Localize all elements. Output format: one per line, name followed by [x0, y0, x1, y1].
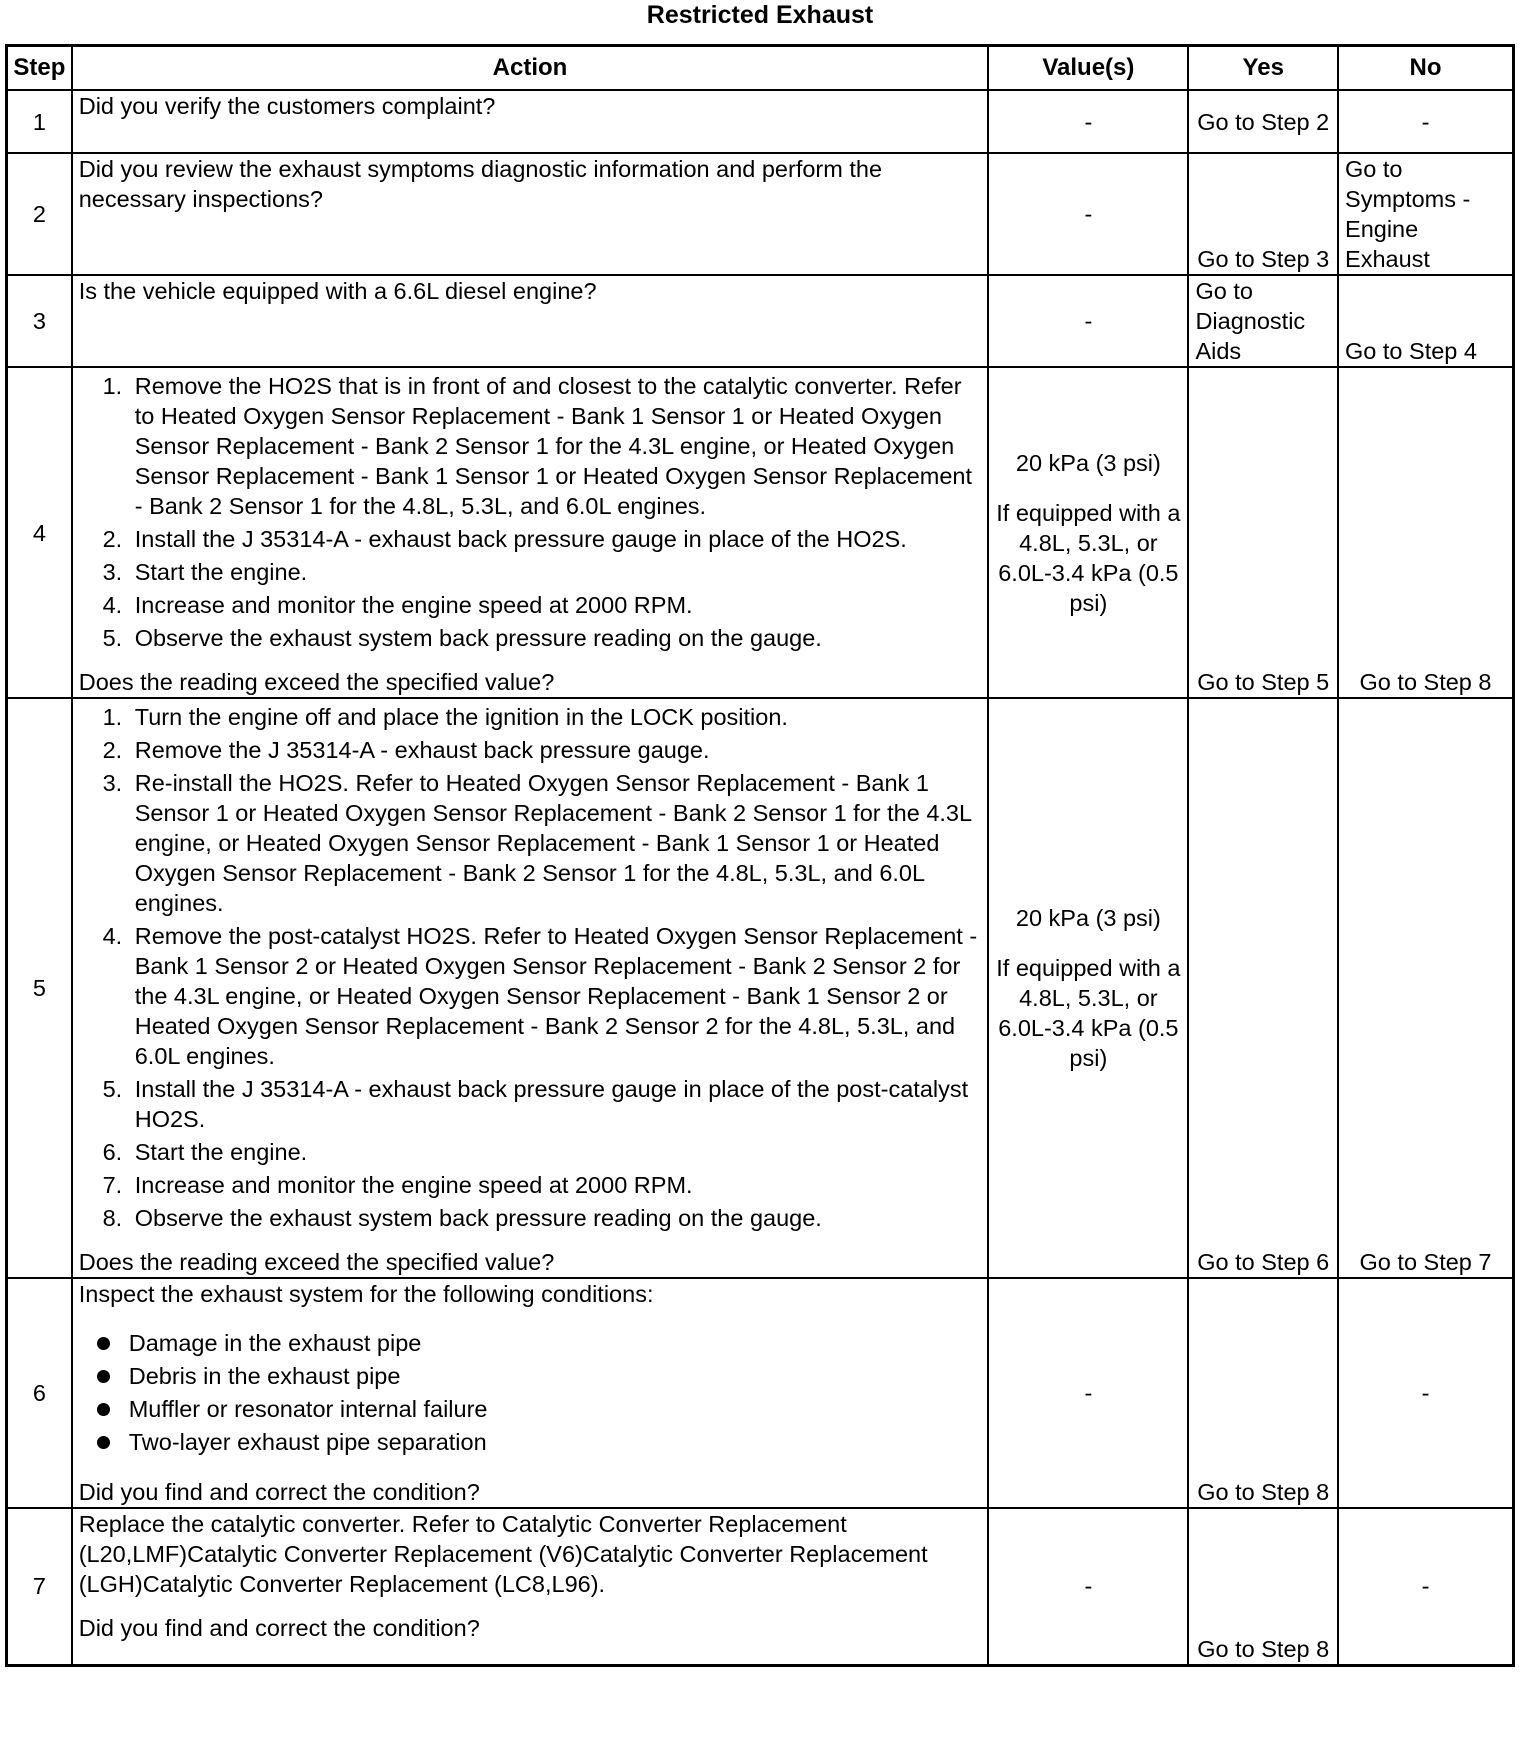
procedure-step: 6. Start the engine. — [129, 1137, 982, 1167]
table-row — [7, 1508, 1514, 1665]
header-step: Step — [7, 46, 72, 91]
table-row — [7, 275, 1514, 367]
no-cell: Go to Step 7 — [1338, 698, 1513, 1278]
step-number: 1 — [7, 90, 72, 153]
action-text: Did you verify the customers complaint? — [72, 90, 989, 153]
question-text: Did you find and correct the condition? — [78, 1479, 480, 1505]
value-cell: - — [988, 1278, 1188, 1508]
question-text: Does the reading exceed the specified value? — [78, 669, 555, 695]
bullet-icon — [97, 1403, 110, 1416]
yes-cell: Go to Step 6 — [1188, 698, 1338, 1278]
yes-cell: Go to Step 3 — [1188, 153, 1338, 275]
condition-text: Two-layer exhaust pipe separation — [128, 1429, 487, 1455]
value-cell: - — [988, 90, 1188, 153]
header-no: No — [1338, 46, 1513, 91]
no-cell: - — [1338, 1278, 1513, 1508]
list-item — [97, 1393, 982, 1426]
question-text: Does the reading exceed the specified value? — [78, 1249, 555, 1275]
procedure-step: 5. Install the J 35314-A - exhaust back pressure gauge in place of the post-catalyst HO2S. — [129, 1074, 982, 1134]
table-row — [7, 90, 1514, 153]
no-cell: - — [1338, 90, 1513, 153]
value-cell: - — [988, 153, 1188, 275]
yes-cell: Go to Step 8 — [1188, 1508, 1338, 1665]
no-cell: Go to Step 4 — [1338, 275, 1513, 367]
header-action: Action — [72, 46, 989, 91]
no-cell: Go to Symptoms - Engine Exhaust — [1338, 153, 1513, 275]
procedure-step: 8. Observe the exhaust system back pressure reading on the gauge. — [129, 1203, 982, 1233]
value-cell: - — [988, 1508, 1188, 1665]
list-item — [97, 1327, 982, 1360]
action-cell — [72, 698, 989, 1278]
header-yes: Yes — [1188, 46, 1338, 91]
procedure-step: 2. Remove the J 35314-A - exhaust back pressure gauge. — [129, 735, 982, 765]
bullet-icon — [97, 1370, 110, 1383]
table-row — [7, 1278, 1514, 1508]
action-cell — [72, 1508, 989, 1665]
condition-list — [79, 1327, 982, 1459]
bullet-icon — [97, 1436, 110, 1449]
condition-text: Muffler or resonator internal failure — [128, 1396, 488, 1422]
action-text: Is the vehicle equipped with a 6.6L diesel engine? — [72, 275, 989, 367]
procedure-step: 4. Increase and monitor the engine speed at 2000 RPM. — [129, 590, 982, 620]
table-row — [7, 698, 1514, 1278]
procedure-step: 5. Observe the exhaust system back pressure reading on the gauge. — [129, 623, 982, 653]
yes-cell: Go to Step 8 — [1188, 1278, 1338, 1508]
value-cell — [988, 698, 1188, 1278]
step-number: 6 — [7, 1278, 72, 1508]
yes-cell: Go to Diagnostic Aids — [1188, 275, 1338, 367]
procedure-step: 4. Remove the post-catalyst HO2S. Refer to Heated Oxygen Sensor Replacement - Bank 1 Sensor 2 or Heated Oxygen Sensor Replacement - Bank 2 Sensor 2 for the 4.3L engine, or Heated Oxygen Sensor Replacement - Bank 1 Sensor 2 or Heated Oxygen Sensor Replacement - Bank 2 Sensor 2 for the 4.8L, 5.3L, and 6.0L engines. — [129, 921, 982, 1071]
value-main: 20 kPa (3 psi) — [1015, 905, 1161, 931]
action-text: Did you review the exhaust symptoms diagnostic information and perform the necessary inspections? — [72, 153, 989, 275]
step-number: 7 — [7, 1508, 72, 1665]
value-cell — [988, 367, 1188, 698]
action-cell — [72, 367, 989, 698]
bullet-icon — [97, 1337, 110, 1350]
condition-text: Debris in the exhaust pipe — [128, 1363, 401, 1389]
action-text: Replace the catalytic converter. Refer to Catalytic Converter Replacement (L20,LMF)Catalytic Converter Replacement (V6)Catalytic Converter Replacement (LGH)Catalytic Converter Replacement (LC8,L96). — [78, 1511, 928, 1597]
step-number: 2 — [7, 153, 72, 275]
step-number: 4 — [7, 367, 72, 698]
procedure-step: 3. Start the engine. — [129, 557, 982, 587]
condition-text: Damage in the exhaust pipe — [128, 1330, 422, 1356]
header-values: Value(s) — [988, 46, 1188, 91]
step-number: 3 — [7, 275, 72, 367]
step-number: 5 — [7, 698, 72, 1278]
procedure-step: 1. Turn the engine off and place the ignition in the LOCK position. — [129, 702, 982, 732]
list-item — [97, 1426, 982, 1459]
procedure-step: 1. Remove the HO2S that is in front of and closest to the catalytic converter. Refer to Heated Oxygen Sensor Replacement - Bank 1 Sensor 1 or Heated Oxygen Sensor Replacement - Bank 2 Sensor 1 for the 4.3L engine, or Heated Oxygen Sensor Replacement - Bank 1 Sensor 1 or Heated Oxygen Sensor Replacement - Bank 2 Sensor 1 for the 4.8L, 5.3L, and 6.0L engines. — [129, 371, 982, 521]
table-row — [7, 367, 1514, 698]
question-text: Did you find and correct the condition? — [78, 1615, 480, 1641]
procedure-step: 3. Re-install the HO2S. Refer to Heated Oxygen Sensor Replacement - Bank 1 Sensor 1 or Heated Oxygen Sensor Replacement - Bank 2 Sensor 1 for the 4.3L engine, or Heated Oxygen Sensor Replacement - Bank 1 Sensor 1 or Heated Oxygen Sensor Replacement - Bank 2 Sensor 1 for the 4.8L, 5.3L, and 6.0L engines. — [129, 768, 982, 918]
procedure-steps — [79, 702, 982, 1233]
procedure-step: 7. Increase and monitor the engine speed at 2000 RPM. — [129, 1170, 982, 1200]
value-alt: If equipped with a 4.8L, 5.3L, or 6.0L-3.4 kPa (0.5 psi) — [996, 955, 1181, 1071]
no-cell: Go to Step 8 — [1338, 367, 1513, 698]
action-cell — [72, 1278, 989, 1508]
yes-cell: Go to Step 5 — [1188, 367, 1338, 698]
no-cell: - — [1338, 1508, 1513, 1665]
diagnostic-table — [5, 44, 1515, 1667]
procedure-step: 2. Install the J 35314-A - exhaust back pressure gauge in place of the HO2S. — [129, 524, 982, 554]
header-row — [7, 46, 1514, 91]
value-main: 20 kPa (3 psi) — [1015, 449, 1161, 476]
list-item — [97, 1360, 982, 1393]
action-intro: Inspect the exhaust system for the following conditions: — [78, 1281, 654, 1307]
table-row — [7, 153, 1514, 275]
procedure-steps — [79, 371, 982, 653]
value-alt: If equipped with a 4.8L, 5.3L, or 6.0L-3.4 kPa (0.5 psi) — [996, 499, 1181, 616]
value-cell: - — [988, 275, 1188, 367]
yes-cell: Go to Step 2 — [1188, 90, 1338, 153]
page-title: Restricted Exhaust — [646, 1, 874, 29]
